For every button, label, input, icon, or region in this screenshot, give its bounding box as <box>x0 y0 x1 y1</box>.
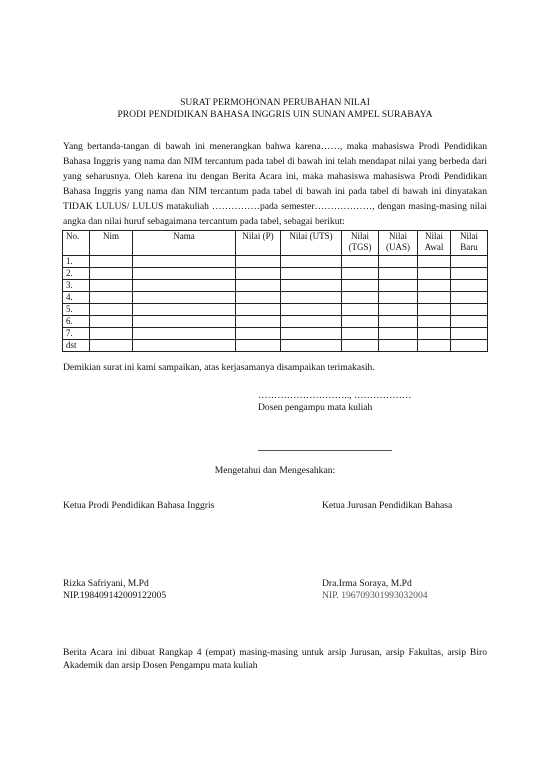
table-cell[interactable] <box>133 280 236 292</box>
row-number: 7. <box>63 328 90 340</box>
table-cell[interactable] <box>90 292 133 304</box>
table-cell[interactable] <box>451 316 488 328</box>
table-cell[interactable] <box>342 340 379 352</box>
table-cell[interactable] <box>133 316 236 328</box>
table-cell[interactable] <box>342 328 379 340</box>
table-cell[interactable] <box>418 280 451 292</box>
table-cell[interactable] <box>281 268 342 280</box>
intro-paragraph: Yang bertanda-tangan di bawah ini menerangkan bahwa karena……, maka mahasiswa Prodi Pendidikan Bahasa Inggris yang nama dan NIM tercantum pada tabel di bawah ini telah mendapat nilai yang berbeda dari yang seharusnya. Oleh karena itu dengan Berita Acara ini, maka mahasiswa mahasiswa Prodi Pendidikan Bahasa Inggris yang nama dan NIM tercantum pada tabel di bawah ini pada tabel di bawah ini dinyatakan TIDAK LULUS/ LULUS matakuliah ……………pada semester………………, dengan masing-masing nilai angka dan nilai huruf sebagaimana tercantum pada tabel, sebagai berikut: <box>63 141 487 227</box>
table-cell[interactable] <box>236 340 281 352</box>
table-cell[interactable] <box>90 340 133 352</box>
left-signatory-nip: NIP.198409142009122005 <box>63 590 167 601</box>
row-number: dst <box>63 340 90 352</box>
table-header-row <box>63 231 488 256</box>
table-cell[interactable] <box>342 304 379 316</box>
row-number: 6. <box>63 316 90 328</box>
lecturer-label: Dosen pengampu mata kuliah <box>258 402 373 413</box>
table-row <box>63 328 488 340</box>
table-row <box>63 268 488 280</box>
table-cell[interactable] <box>418 256 451 268</box>
table-cell[interactable] <box>451 292 488 304</box>
row-number: 4. <box>63 292 90 304</box>
right-signatory-title: Ketua Jurusan Pendidikan Bahasa <box>322 500 453 511</box>
table-body <box>63 256 488 352</box>
table-cell[interactable] <box>379 268 418 280</box>
table-cell[interactable] <box>379 292 418 304</box>
table-cell[interactable] <box>379 304 418 316</box>
lecturer-signature-line <box>258 450 392 451</box>
col-header-nilai-p: Nilai (P) <box>236 231 281 256</box>
table-cell[interactable] <box>281 340 342 352</box>
closing-sentence: Demikian surat ini kami sampaikan, atas kerjasamanya disampaikan terimakasih. <box>63 362 375 373</box>
table-cell[interactable] <box>451 256 488 268</box>
table-cell[interactable] <box>236 316 281 328</box>
col-header-nilai-uas: Nilai (UAS) <box>379 231 418 256</box>
col-header-nilai-awal: Nilai Awal <box>418 231 451 256</box>
table-cell[interactable] <box>90 256 133 268</box>
table-cell[interactable] <box>379 328 418 340</box>
table-cell[interactable] <box>451 340 488 352</box>
left-signatory-name: Rizka Safriyani, M.Pd <box>63 578 149 589</box>
col-header-nilai-tgs: Nilai (TGS) <box>342 231 379 256</box>
table-cell[interactable] <box>451 328 488 340</box>
left-signatory-title: Ketua Prodi Pendidikan Bahasa Inggris <box>63 500 215 511</box>
table-cell[interactable] <box>90 304 133 316</box>
table-cell[interactable] <box>451 304 488 316</box>
table-cell[interactable] <box>133 256 236 268</box>
col-header-nilai-uts: Nilai (UTS) <box>281 231 342 256</box>
grades-table <box>62 230 488 352</box>
table-row <box>63 280 488 292</box>
table-cell[interactable] <box>451 280 488 292</box>
table-cell[interactable] <box>281 280 342 292</box>
row-number: 2. <box>63 268 90 280</box>
table-cell[interactable] <box>281 292 342 304</box>
col-header-nama: Nama <box>133 231 236 256</box>
col-header-no: No. <box>63 231 90 256</box>
table-cell[interactable] <box>418 340 451 352</box>
row-number: 5. <box>63 304 90 316</box>
table-cell[interactable] <box>133 328 236 340</box>
right-signatory-nip: NIP. 196709301993032004 <box>322 590 428 601</box>
table-cell[interactable] <box>90 280 133 292</box>
table-cell[interactable] <box>236 280 281 292</box>
table-cell[interactable] <box>379 316 418 328</box>
table-cell[interactable] <box>236 256 281 268</box>
table-cell[interactable] <box>418 316 451 328</box>
place-date-placeholder: ……………………….., ……………… <box>258 390 412 401</box>
table-cell[interactable] <box>90 328 133 340</box>
table-cell[interactable] <box>418 268 451 280</box>
table-row <box>63 316 488 328</box>
row-number: 1. <box>63 256 90 268</box>
table-row <box>63 256 488 268</box>
table-cell[interactable] <box>342 268 379 280</box>
table-cell[interactable] <box>379 280 418 292</box>
table-cell[interactable] <box>418 304 451 316</box>
table-cell[interactable] <box>133 304 236 316</box>
table-row <box>63 340 488 352</box>
table-cell[interactable] <box>133 292 236 304</box>
table-cell[interactable] <box>281 256 342 268</box>
col-header-nim: Nim <box>90 231 133 256</box>
table-cell[interactable] <box>342 280 379 292</box>
letter-title: SURAT PERMOHONAN PERUBAHAN NILAI <box>180 97 370 108</box>
table-row <box>63 292 488 304</box>
table-cell[interactable] <box>281 304 342 316</box>
table-cell[interactable] <box>236 328 281 340</box>
approval-label: Mengetahui dan Mengesahkan: <box>214 465 336 476</box>
table-cell[interactable] <box>379 256 418 268</box>
table-cell[interactable] <box>90 268 133 280</box>
col-header-nilai-baru: Nilai Baru <box>451 231 488 256</box>
table-cell[interactable] <box>418 292 451 304</box>
footer-note: Berita Acara ini dibuat Rangkap 4 (empat) masing-masing untuk arsip Jurusan, arsip Fakultas, arsip Biro Akademik dan arsip Dosen Pengampu mata kuliah <box>63 647 487 671</box>
table-cell[interactable] <box>451 268 488 280</box>
table-cell[interactable] <box>90 316 133 328</box>
row-number: 3. <box>63 280 90 292</box>
table-cell[interactable] <box>281 328 342 340</box>
table-cell[interactable] <box>236 304 281 316</box>
table-cell[interactable] <box>236 292 281 304</box>
letter-subtitle: PRODI PENDIDIKAN BAHASA INGGRIS UIN SUNAN AMPEL SURABAYA <box>117 109 433 120</box>
table-cell[interactable] <box>133 340 236 352</box>
table-cell[interactable] <box>342 256 379 268</box>
table-cell[interactable] <box>418 328 451 340</box>
table-cell[interactable] <box>342 316 379 328</box>
right-signatory-name: Dra.Irma Soraya, M.Pd <box>322 578 412 589</box>
table-row <box>63 304 488 316</box>
table-cell[interactable] <box>236 268 281 280</box>
table-cell[interactable] <box>379 340 418 352</box>
table-cell[interactable] <box>281 316 342 328</box>
table-cell[interactable] <box>342 292 379 304</box>
table-cell[interactable] <box>133 268 236 280</box>
